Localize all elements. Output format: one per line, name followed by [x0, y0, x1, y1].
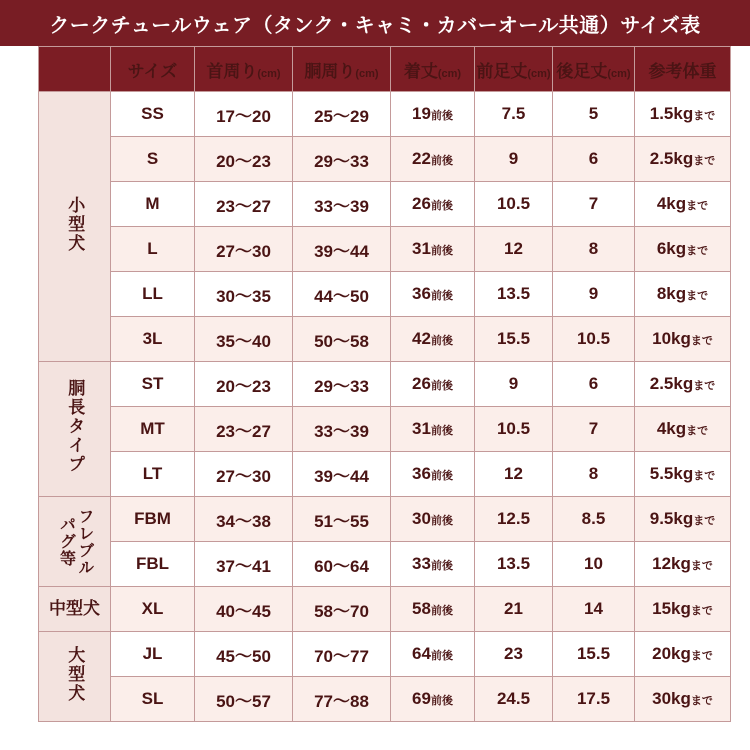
- cell-weight: 4kgまで: [635, 407, 731, 452]
- cell-length: 31前後: [391, 227, 475, 272]
- cell-weight: 9.5kgまで: [635, 497, 731, 542]
- table-row: [39, 677, 731, 722]
- cell-body: 77〜88: [293, 677, 391, 722]
- cell-front-leg: 9: [475, 362, 553, 407]
- table-row: [39, 227, 731, 272]
- cell-length: 36前後: [391, 272, 475, 317]
- cell-weight: 8kgまで: [635, 272, 731, 317]
- cell-front-leg: 10.5: [475, 182, 553, 227]
- cell-size: S: [111, 137, 195, 182]
- cell-front-leg: 21: [475, 587, 553, 632]
- cell-rear-leg: 7: [553, 182, 635, 227]
- cell-neck: 37〜41: [195, 542, 293, 587]
- cell-body: 33〜39: [293, 407, 391, 452]
- group-label-large-dog: 大型犬: [39, 632, 111, 722]
- cell-size: LT: [111, 452, 195, 497]
- cell-front-leg: 12: [475, 452, 553, 497]
- cell-front-leg: 23: [475, 632, 553, 677]
- cell-weight: 15kgまで: [635, 587, 731, 632]
- column-header-front-leg: 前足丈(cm): [475, 47, 553, 92]
- cell-rear-leg: 5: [553, 92, 635, 137]
- group-label-small-dog: 小型犬: [39, 92, 111, 362]
- cell-weight: 6kgまで: [635, 227, 731, 272]
- header-row: [39, 47, 731, 92]
- cell-neck: 23〜27: [195, 182, 293, 227]
- cell-length: 26前後: [391, 362, 475, 407]
- cell-size: JL: [111, 632, 195, 677]
- cell-front-leg: 13.5: [475, 542, 553, 587]
- cell-weight: 30kgまで: [635, 677, 731, 722]
- table-row: [39, 362, 731, 407]
- table-row: [39, 542, 731, 587]
- cell-body: 29〜33: [293, 137, 391, 182]
- cell-body: 29〜33: [293, 362, 391, 407]
- table-row: [39, 317, 731, 362]
- table-row: [39, 182, 731, 227]
- cell-size: MT: [111, 407, 195, 452]
- cell-rear-leg: 17.5: [553, 677, 635, 722]
- cell-rear-leg: 6: [553, 362, 635, 407]
- page-title-text: クークチュールウェア（タンク・キャミ・カバーオール共通）サイズ表: [49, 14, 701, 37]
- cell-body: 70〜77: [293, 632, 391, 677]
- cell-body: 25〜29: [293, 92, 391, 137]
- table-row: [39, 587, 731, 632]
- column-header-rear-leg: 後足丈(cm): [553, 47, 635, 92]
- cell-body: 39〜44: [293, 452, 391, 497]
- table-row: [39, 272, 731, 317]
- cell-weight: 1.5kgまで: [635, 92, 731, 137]
- cell-neck: 34〜38: [195, 497, 293, 542]
- column-header-neck: 首周り(cm): [195, 47, 293, 92]
- cell-length: 19前後: [391, 92, 475, 137]
- cell-length: 64前後: [391, 632, 475, 677]
- cell-neck: 20〜23: [195, 362, 293, 407]
- cell-size: ST: [111, 362, 195, 407]
- cell-rear-leg: 8.5: [553, 497, 635, 542]
- cell-rear-leg: 7: [553, 407, 635, 452]
- cell-weight: 12kgまで: [635, 542, 731, 587]
- cell-front-leg: 10.5: [475, 407, 553, 452]
- table-row: [39, 137, 731, 182]
- cell-rear-leg: 14: [553, 587, 635, 632]
- cell-size: M: [111, 182, 195, 227]
- cell-front-leg: 13.5: [475, 272, 553, 317]
- cell-size: 3L: [111, 317, 195, 362]
- group-label-long-body-type: 胴長タイプ: [39, 362, 111, 497]
- cell-front-leg: 9: [475, 137, 553, 182]
- cell-size: FBL: [111, 542, 195, 587]
- cell-rear-leg: 15.5: [553, 632, 635, 677]
- cell-neck: 35〜40: [195, 317, 293, 362]
- cell-length: 69前後: [391, 677, 475, 722]
- cell-length: 36前後: [391, 452, 475, 497]
- cell-weight: 5.5kgまで: [635, 452, 731, 497]
- table-header: [39, 47, 731, 92]
- cell-weight: 2.5kgまで: [635, 362, 731, 407]
- cell-length: 31前後: [391, 407, 475, 452]
- cell-body: 50〜58: [293, 317, 391, 362]
- cell-neck: 23〜27: [195, 407, 293, 452]
- cell-neck: 40〜45: [195, 587, 293, 632]
- cell-front-leg: 7.5: [475, 92, 553, 137]
- cell-rear-leg: 8: [553, 452, 635, 497]
- cell-size: FBM: [111, 497, 195, 542]
- cell-rear-leg: 6: [553, 137, 635, 182]
- cell-neck: 20〜23: [195, 137, 293, 182]
- column-header-group: [39, 47, 111, 92]
- cell-rear-leg: 10: [553, 542, 635, 587]
- cell-weight: 4kgまで: [635, 182, 731, 227]
- column-header-length: 着丈(cm): [391, 47, 475, 92]
- table-row: [39, 497, 731, 542]
- page-title: [0, 0, 750, 46]
- cell-length: 26前後: [391, 182, 475, 227]
- cell-size: SL: [111, 677, 195, 722]
- cell-front-leg: 24.5: [475, 677, 553, 722]
- cell-rear-leg: 9: [553, 272, 635, 317]
- table-row: [39, 407, 731, 452]
- cell-length: 30前後: [391, 497, 475, 542]
- size-table: [38, 46, 731, 722]
- cell-length: 22前後: [391, 137, 475, 182]
- column-header-body: 胴周り(cm): [293, 47, 391, 92]
- cell-length: 58前後: [391, 587, 475, 632]
- cell-length: 42前後: [391, 317, 475, 362]
- column-header-weight: 参考体重: [635, 47, 731, 92]
- cell-rear-leg: 8: [553, 227, 635, 272]
- table-row: [39, 632, 731, 677]
- cell-body: 58〜70: [293, 587, 391, 632]
- group-label-medium-dog: 中型犬: [39, 587, 111, 632]
- cell-size: L: [111, 227, 195, 272]
- cell-neck: 50〜57: [195, 677, 293, 722]
- cell-front-leg: 12: [475, 227, 553, 272]
- cell-front-leg: 12.5: [475, 497, 553, 542]
- group-label-stack: フレブル パグ等: [57, 507, 93, 576]
- cell-body: 33〜39: [293, 182, 391, 227]
- table-body: [39, 92, 731, 722]
- column-header-size: サイズ: [111, 47, 195, 92]
- group-label-frenchbulldog-pug: [39, 497, 111, 587]
- cell-body: 44〜50: [293, 272, 391, 317]
- cell-body: 39〜44: [293, 227, 391, 272]
- cell-neck: 45〜50: [195, 632, 293, 677]
- cell-neck: 17〜20: [195, 92, 293, 137]
- cell-weight: 10kgまで: [635, 317, 731, 362]
- cell-rear-leg: 10.5: [553, 317, 635, 362]
- cell-size: LL: [111, 272, 195, 317]
- size-table-container: [0, 46, 750, 722]
- cell-length: 33前後: [391, 542, 475, 587]
- cell-neck: 27〜30: [195, 227, 293, 272]
- cell-front-leg: 15.5: [475, 317, 553, 362]
- cell-body: 51〜55: [293, 497, 391, 542]
- cell-size: SS: [111, 92, 195, 137]
- cell-body: 60〜64: [293, 542, 391, 587]
- cell-neck: 30〜35: [195, 272, 293, 317]
- table-row: [39, 92, 731, 137]
- cell-weight: 20kgまで: [635, 632, 731, 677]
- cell-size: XL: [111, 587, 195, 632]
- table-row: [39, 452, 731, 497]
- cell-weight: 2.5kgまで: [635, 137, 731, 182]
- cell-neck: 27〜30: [195, 452, 293, 497]
